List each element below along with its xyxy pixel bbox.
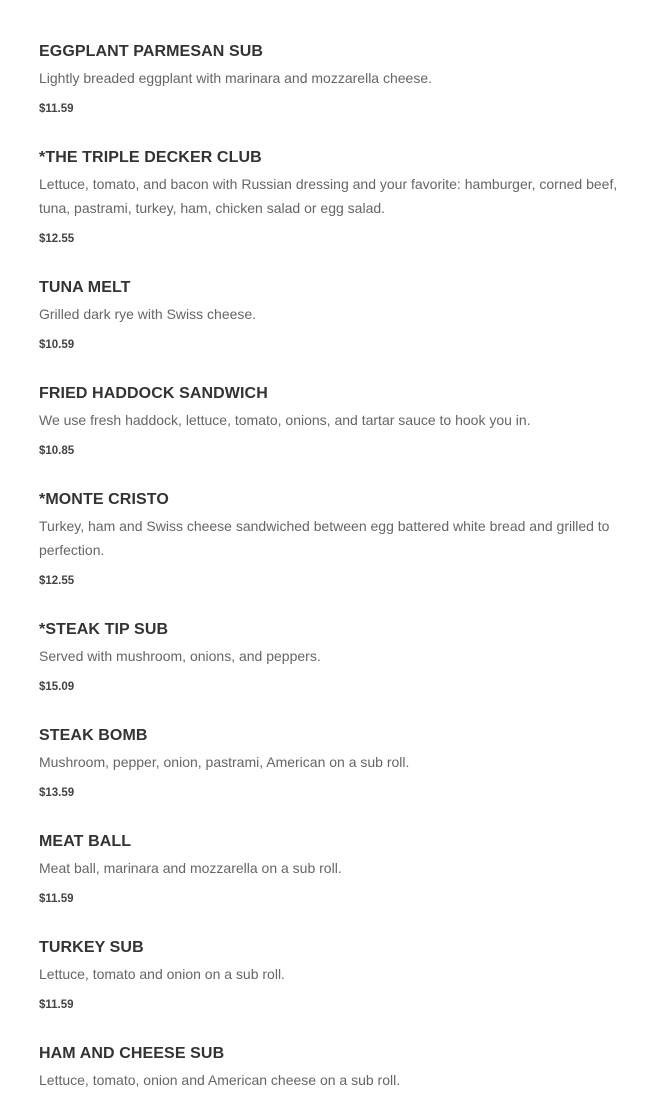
item-price: $12.55 (39, 233, 75, 245)
item-name: STEAK BOMB (39, 727, 148, 744)
item-price: $11.59 (39, 999, 74, 1011)
item-price: $15.09 (39, 681, 75, 693)
menu-item (39, 726, 651, 800)
item-name: *MONTE CRISTO (39, 491, 169, 508)
item-description: Lettuce, tomato and onion on a sub roll. (39, 966, 285, 982)
menu-item (39, 832, 651, 906)
item-description: Turkey, ham and Swiss cheese sandwiched between egg battered white bread and grilled to perfection. (39, 518, 610, 558)
item-description: We use fresh haddock, lettuce, tomato, onions, and tartar sauce to hook you in. (39, 412, 531, 428)
menu-item (39, 938, 651, 1012)
item-description: Grilled dark rye with Swiss cheese. (39, 306, 257, 322)
item-description: Mushroom, pepper, onion, pastrami, American on a sub roll. (39, 754, 410, 770)
item-price: $11.59 (39, 893, 74, 905)
item-description: Lettuce, tomato, onion and American cheese on a sub roll. (39, 1072, 401, 1088)
item-name: TUNA MELT (39, 279, 131, 296)
menu-item (39, 42, 651, 116)
item-price: $12.55 (39, 575, 75, 587)
item-name: *STEAK TIP SUB (39, 621, 169, 638)
menu-list (39, 0, 651, 1088)
menu-item (39, 278, 651, 352)
item-description: Lightly breaded eggplant with marinara and mozzarella cheese. (39, 70, 433, 86)
item-name: MEAT BALL (39, 833, 132, 850)
item-price: $13.59 (39, 787, 75, 799)
item-description: Meat ball, marinara and mozzarella on a sub roll. (39, 860, 342, 876)
item-name: TURKEY SUB (39, 939, 144, 956)
item-price: $10.59 (39, 339, 75, 351)
menu-item (39, 148, 651, 246)
item-name: HAM AND CHEESE SUB (39, 1045, 225, 1062)
item-name: *THE TRIPLE DECKER CLUB (39, 149, 262, 166)
item-name: EGGPLANT PARMESAN SUB (39, 43, 264, 60)
item-price (39, 0, 651, 2)
item-price: $10.85 (39, 445, 75, 457)
menu-item (39, 620, 651, 694)
item-name: FRIED HADDOCK SANDWICH (39, 385, 268, 402)
item-description: Lettuce, tomato, and bacon with Russian dressing and your favorite: hamburger, corned beef, tuna, pastrami, turkey, ham, chicken salad or egg salad. (39, 176, 618, 216)
menu-item (39, 1044, 651, 1104)
menu-item (39, 384, 651, 458)
menu-item (39, 490, 651, 588)
item-price: $11.59 (39, 103, 74, 115)
item-description: Served with mushroom, onions, and peppers. (39, 648, 321, 664)
